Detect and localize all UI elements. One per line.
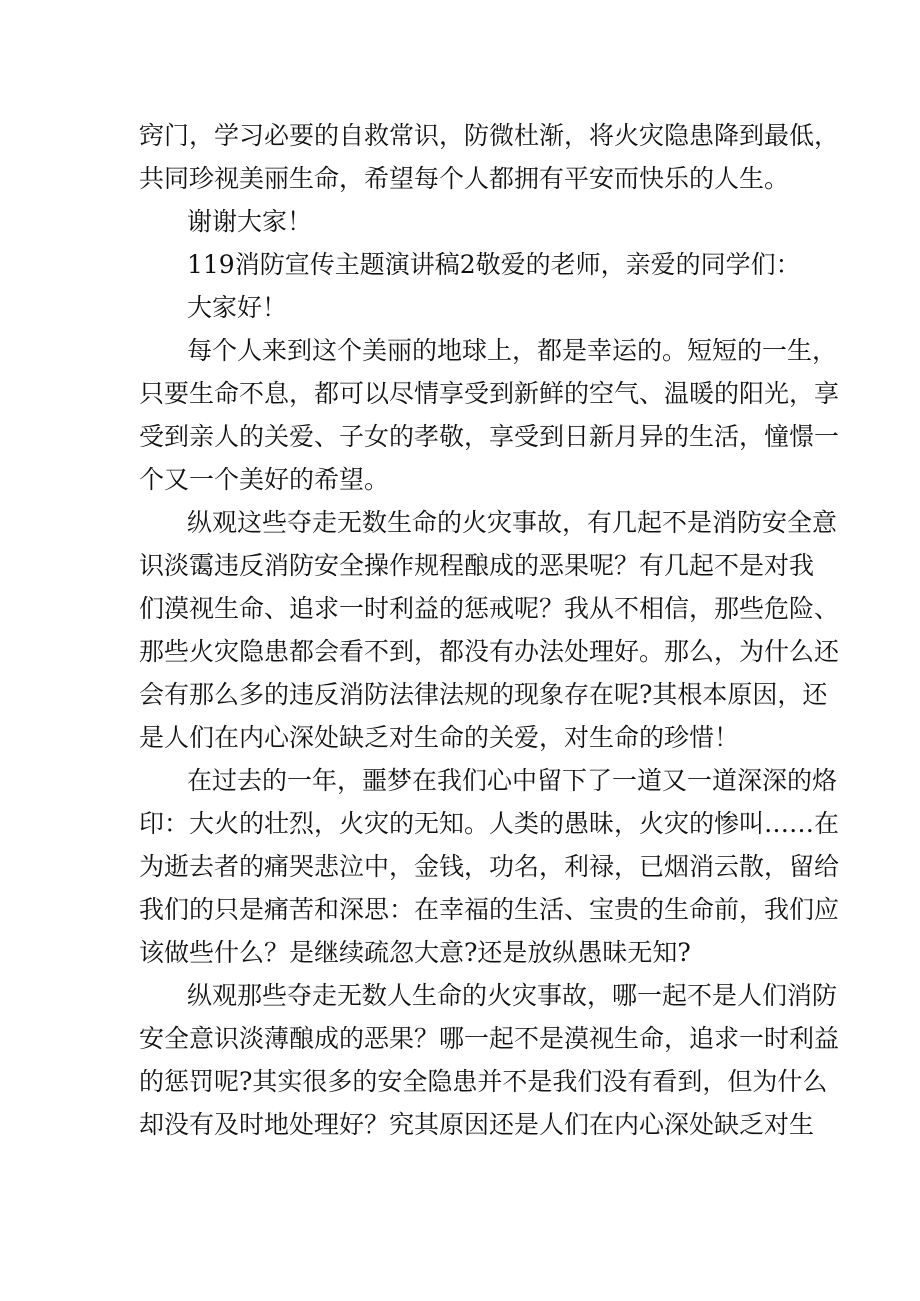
text-line: 谢谢大家！ xyxy=(187,207,313,236)
paragraph-continuation xyxy=(139,114,840,200)
text-line: 们漠视生命、追求一时利益的惩戒呢？我从不相信，那些危险、 xyxy=(139,594,840,623)
paragraph-thanks xyxy=(139,200,789,243)
paragraph-body xyxy=(139,501,840,759)
text-line: 只要生命不息，都可以尽情享受到新鲜的空气、温暖的阳光，享 xyxy=(139,379,840,408)
text-line: 是人们在内心深处缺乏对生命的关爱，对生命的珍惜！ xyxy=(139,723,740,752)
text-line: 个又一个美好的希望。 xyxy=(139,465,390,494)
text-line: 窍门，学习必要的自救常识，防微杜渐，将火灾隐患降到最低， xyxy=(139,121,840,150)
paragraph-body xyxy=(139,329,840,501)
text-line: 共同珍视美丽生命，希望每个人都拥有平安而快乐的人生。 xyxy=(139,164,790,193)
text-line: 119消防宣传主题演讲稿2敬爱的老师，亲爱的同学们： xyxy=(187,250,801,279)
paragraph-speech-title xyxy=(139,243,801,286)
document-body xyxy=(139,114,840,1146)
text-line: 的惩罚呢?其实很多的安全隐患并不是我们没有看到，但为什么 xyxy=(139,1067,828,1096)
paragraph-greeting xyxy=(139,286,789,329)
text-line: 受到亲人的关爱、子女的孝敬，享受到日新月异的生活，憧憬一 xyxy=(139,422,840,451)
text-line: 识淡霭违反消防安全操作规程酿成的恶果呢？有几起不是对我 xyxy=(139,551,815,580)
text-line: 在过去的一年，噩梦在我们心中留下了一道又一道深深的烙 xyxy=(187,766,838,795)
text-line: 会有那么多的违反消防法律法规的现象存在呢?其根本原因，还 xyxy=(139,680,828,709)
text-line: 我们的只是痛苦和深思：在幸福的生活、宝贵的生命前，我们应 xyxy=(139,895,840,924)
text-line: 那些火灾隐患都会看不到，都没有办法处理好。那么，为什么还 xyxy=(139,637,840,666)
text-line: 为逝去者的痛哭悲泣中，金钱，功名，利禄，已烟消云散，留给 xyxy=(139,852,840,881)
text-line: 安全意识淡薄酿成的恶果？哪一起不是漠视生命，追求一时利益 xyxy=(139,1024,840,1053)
text-line: 大家好！ xyxy=(187,293,288,322)
text-line: 该做些什么？是继续疏忽大意?还是放纵愚昧无知? xyxy=(139,938,691,967)
text-line: 每个人来到这个美丽的地球上，都是幸运的。短短的一生， xyxy=(187,336,838,365)
text-line: 纵观这些夺走无数生命的火灾事故，有几起不是消防安全意 xyxy=(187,508,838,537)
text-line: 却没有及时地处理好？究其原因还是人们在内心深处缺乏对生 xyxy=(139,1110,815,1139)
paragraph-body xyxy=(139,759,840,974)
paragraph-body xyxy=(139,974,840,1146)
text-line: 印：大火的壮烈，火灾的无知。人类的愚昧，火灾的惨叫……在 xyxy=(139,809,840,838)
text-line: 纵观那些夺走无数人生命的火灾事故，哪一起不是人们消防 xyxy=(187,981,838,1010)
